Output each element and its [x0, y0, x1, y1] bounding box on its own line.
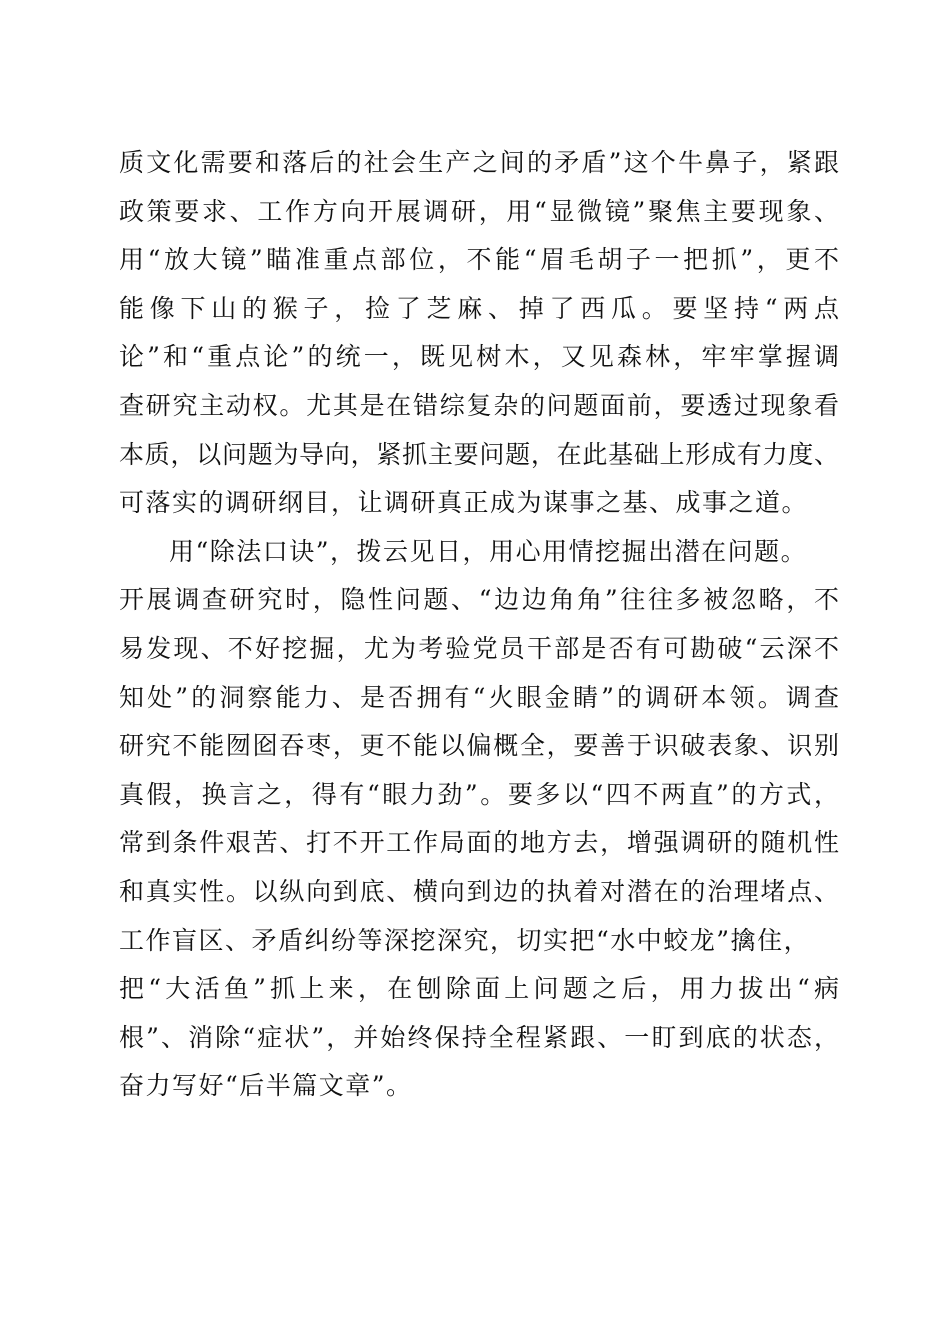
text-line: 研究不能囫囵吞枣，更不能以偏概全，要善于识破表象、识别 [119, 731, 839, 761]
text-line: 可落实的调研纲目，让调研真正成为谋事之基、成事之道。 [119, 488, 809, 518]
body-text [119, 139, 839, 1111]
text-line: 把“大活鱼”抓上来，在刨除面上问题之后，用力拔出“病 [119, 974, 839, 1004]
text-line: 能像下山的猴子，捡了芝麻、掉了西瓜。要坚持“两点 [119, 293, 839, 323]
text-line: 开展调查研究时，隐性问题、“边边角角”往往多被忽略，不 [119, 585, 839, 615]
text-line: 易发现、不好挖掘，尤为考验党员干部是否有可勘破“云深不 [119, 633, 839, 663]
text-line: 用“放大镜”瞄准重点部位，不能“眉毛胡子一把抓”，更不 [119, 245, 839, 275]
text-line: 奋力写好“后半篇文章”。 [119, 1071, 413, 1101]
text-line: 工作盲区、矛盾纠纷等深挖深究，切实把“水中蛟龙”擒住， [119, 925, 811, 955]
text-line: 质文化需要和落后的社会生产之间的矛盾”这个牛鼻子，紧跟 [119, 148, 839, 177]
text-line: 真假，换言之，得有“眼力劲”。要多以“四不两直”的方式， [119, 779, 839, 809]
text-line: 政策要求、工作方向开展调研，用“显微镜”聚焦主要现象、 [119, 196, 839, 226]
text-line: 本质，以问题为导向，紧抓主要问题，在此基础上形成有力度、 [119, 439, 839, 469]
paragraph-first-line: 用“除法口诀”，拨云见日，用心用情挖掘出潜在问题。 [169, 536, 808, 566]
text-line: 常到条件艰苦、打不开工作局面的地方去，增强调研的随机性 [119, 828, 839, 858]
text-line: 和真实性。以纵向到底、横向到边的执着对潜在的治理堵点、 [119, 876, 839, 906]
text-line: 知处”的洞察能力、是否拥有“火眼金睛”的调研本领。调查 [119, 682, 839, 712]
text-line: 论”和“重点论”的统一，既见树木，又见森林，牢牢掌握调 [119, 342, 839, 372]
text-line: 根”、消除“症状”，并始终保持全程紧跟、一盯到底的状态， [119, 1022, 839, 1052]
text-line: 查研究主动权。尤其是在错综复杂的问题面前，要透过现象看 [119, 390, 839, 420]
